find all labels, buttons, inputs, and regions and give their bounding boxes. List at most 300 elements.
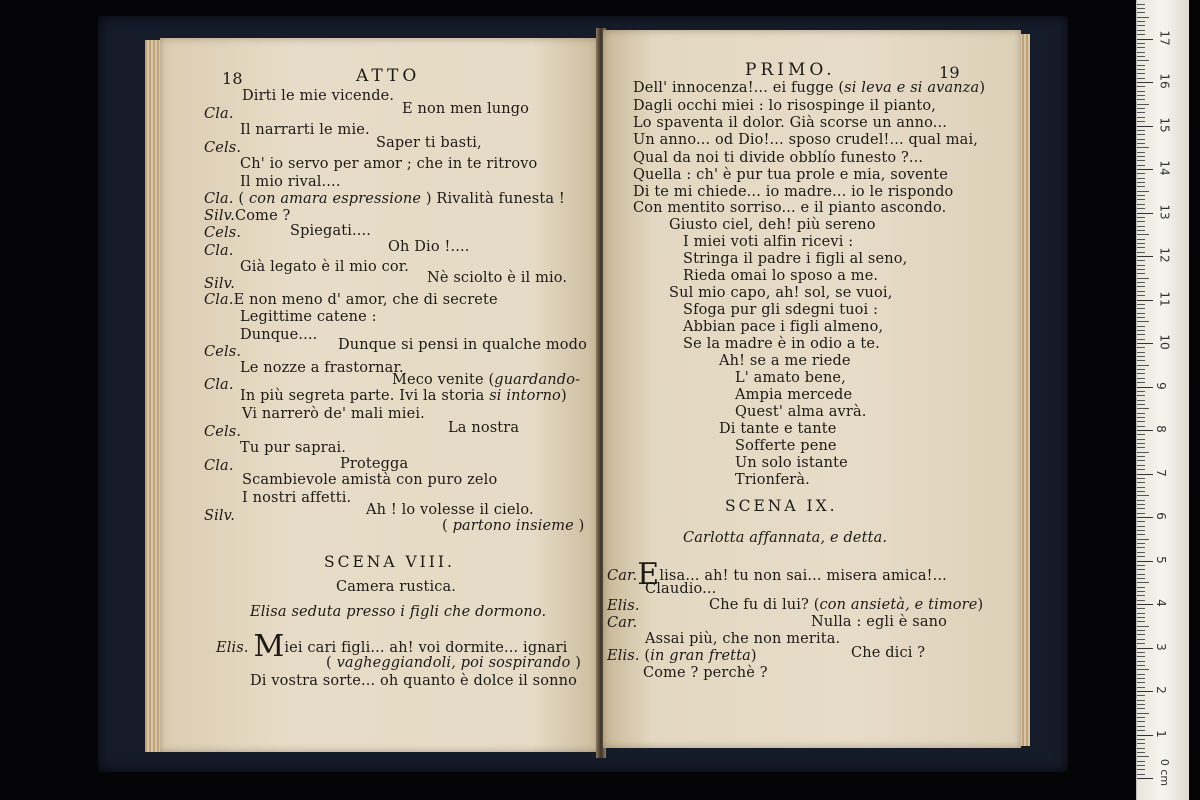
ruler-tick <box>1137 639 1145 640</box>
verse-line: Tu pur saprai. <box>240 440 347 456</box>
verse-line: ( vagheggiandoli, poi sospirando ) <box>326 655 582 671</box>
ruler-tick <box>1137 739 1145 740</box>
ruler-tick <box>1137 65 1145 66</box>
ruler-tick <box>1137 587 1145 588</box>
ruler-tick <box>1137 434 1145 435</box>
text-run: In più segreta parte. Ivi la storia <box>240 388 485 404</box>
ruler-tick <box>1137 521 1145 522</box>
ruler-tick <box>1137 365 1149 366</box>
ruler-tick <box>1137 217 1145 218</box>
ruler-tick <box>1137 286 1145 287</box>
ruler-tick <box>1137 460 1145 461</box>
ruler-tick <box>1137 43 1145 44</box>
verse-line: Già legato è il mio cor. <box>240 259 409 275</box>
ruler-tick <box>1137 69 1145 70</box>
ruler-tick <box>1137 400 1145 401</box>
verse-line: Se la madre è in odio a te. <box>683 336 880 352</box>
ruler-tick <box>1137 539 1149 540</box>
ruler-tick <box>1137 408 1149 409</box>
ruler-tick <box>1137 52 1145 53</box>
ruler-number: 5 <box>1153 555 1168 564</box>
ruler-tick <box>1137 478 1145 479</box>
ruler-tick <box>1137 195 1145 196</box>
stage-direction: con amara espressione <box>248 191 422 207</box>
ruler-tick <box>1137 452 1149 453</box>
ruler-tick <box>1137 621 1145 622</box>
ruler-tick <box>1137 139 1145 140</box>
ruler-tick <box>1137 91 1145 92</box>
text-run: Meco venite ( <box>392 372 495 388</box>
ruler-tick <box>1137 634 1145 635</box>
ruler-tick <box>1137 295 1145 296</box>
ruler-number: 12 <box>1157 247 1172 263</box>
text-run: ) Rivalità funesta ! <box>421 191 565 207</box>
ruler-tick <box>1137 213 1153 214</box>
running-head: ATTO <box>356 66 421 86</box>
ruler-tick <box>1137 713 1149 714</box>
ruler-tick <box>1137 500 1145 501</box>
ruler-tick <box>1137 643 1145 644</box>
ruler-tick <box>1137 721 1145 722</box>
verse-line: L' amato bene, <box>735 370 846 386</box>
verse-line: Dunque.... <box>240 327 318 343</box>
ruler-tick <box>1137 191 1149 192</box>
ruler-tick <box>1137 313 1145 314</box>
ruler-tick <box>1137 748 1145 749</box>
ruler-tick <box>1137 373 1145 374</box>
ruler-tick <box>1137 735 1153 736</box>
speaker: Cels. <box>204 140 242 156</box>
ruler-tick <box>1137 591 1145 592</box>
verse-line: Dell' innocenza!... ei fugge (si leva e si avanza) <box>633 80 986 96</box>
ruler-tick <box>1137 247 1145 248</box>
ruler-tick <box>1137 482 1145 483</box>
verse-line <box>204 292 498 309</box>
ruler-tick <box>1137 4 1145 5</box>
text-run: iei cari figli... ah! voi dormite... ignari <box>284 640 568 656</box>
ruler-tick <box>1137 430 1153 431</box>
ruler-tick <box>1137 504 1145 505</box>
ruler-tick <box>1137 656 1145 657</box>
ruler-number: 4 <box>1153 599 1168 607</box>
ruler-tick <box>1137 578 1145 579</box>
ruler-tick <box>1137 239 1145 240</box>
ruler-tick <box>1137 130 1145 131</box>
ruler-tick <box>1137 413 1145 414</box>
verse-line: Come ? perchè ? <box>643 665 768 681</box>
verse-line: Stringa il padre i figli al seno, <box>683 251 908 267</box>
verse-line: Un anno... od Dio!... sposo crudel!... qual mai, <box>633 132 979 148</box>
speaker: Cla. <box>204 458 234 474</box>
scene-title: SCENA VIII. <box>324 553 455 571</box>
verse-line: Legittime catene : <box>240 309 377 325</box>
ruler-tick <box>1137 756 1149 757</box>
ruler-tick <box>1137 112 1145 113</box>
ruler-number: 11 <box>1157 290 1172 307</box>
ruler-tick <box>1137 230 1145 231</box>
verse-line: Ch' io servo per amor ; che in te ritrovo <box>240 156 538 172</box>
ruler-tick <box>1137 648 1153 649</box>
ruler-tick <box>1137 487 1145 488</box>
verse-line: Ah! se a me riede <box>719 353 851 369</box>
verse-line: I nostri affetti. <box>242 490 352 506</box>
ruler-tick <box>1137 60 1149 61</box>
ruler-tick <box>1137 269 1145 270</box>
verse-line: La nostra <box>448 420 520 436</box>
speaker: Cels. <box>204 225 242 241</box>
text-run: Che fu di lui? ( <box>709 597 820 613</box>
verse-line: Giusto ciel, deh! più sereno <box>669 217 876 233</box>
ruler-tick <box>1137 152 1145 153</box>
ruler-tick <box>1137 126 1153 127</box>
speaker: Silv. <box>204 208 236 224</box>
speaker: Silv. <box>204 508 236 524</box>
ruler-tick <box>1137 243 1145 244</box>
text-run: Dell' innocenza!... ei fugge ( <box>633 80 845 96</box>
text-run: E non meno d' amor, che di secrete <box>233 292 498 308</box>
verse-line: Oh Dio !.... <box>388 239 470 255</box>
ruler-tick <box>1137 160 1145 161</box>
drop-cap: E <box>637 557 660 592</box>
ruler-tick <box>1137 765 1145 766</box>
stage-direction: Elisa seduta presso i figli che dormono. <box>250 604 547 620</box>
ruler-tick <box>1137 256 1153 257</box>
ruler-tick <box>1137 317 1145 318</box>
ruler-tick <box>1137 439 1145 440</box>
ruler-tick <box>1137 456 1145 457</box>
ruler-tick <box>1137 78 1145 79</box>
ruler-tick <box>1137 265 1145 266</box>
ruler-tick <box>1137 134 1145 135</box>
page-number: 18 <box>222 69 243 88</box>
speaker: Cels. <box>204 344 242 360</box>
verse-line: Sfoga pur gli sdegni tuoi : <box>683 302 879 318</box>
ruler-tick <box>1137 669 1149 670</box>
ruler-tick <box>1137 652 1145 653</box>
ruler-tick <box>1137 695 1145 696</box>
ruler-tick <box>1137 186 1145 187</box>
ruler-tick <box>1137 595 1145 596</box>
verse-line: Dirti le mie vicende. <box>242 88 395 104</box>
ruler-tick <box>1137 687 1145 688</box>
running-head: PRIMO. <box>745 60 836 80</box>
ruler-tick <box>1137 582 1149 583</box>
verse-line <box>204 191 565 208</box>
ruler-tick <box>1137 613 1145 614</box>
ruler-tick <box>1137 561 1153 562</box>
ruler-number: 9 <box>1153 381 1168 390</box>
speaker: Cels. <box>204 424 242 440</box>
ruler-tick <box>1137 661 1145 662</box>
speaker: Elis. <box>216 640 249 656</box>
ruler-tick <box>1137 343 1153 344</box>
ruler-number: 17 <box>1157 29 1172 46</box>
verse-line: Lo spaventa il dolor. Già scorse un anno... <box>633 115 948 131</box>
stage-direction: si leva e si avanza <box>844 80 980 96</box>
speaker: Cla. <box>204 377 234 393</box>
ruler-tick <box>1137 234 1149 235</box>
verse-line: Le nozze a frastornar. <box>240 360 404 376</box>
ruler-tick <box>1137 108 1145 109</box>
verse-line: Protegga <box>340 456 409 472</box>
ruler-number: 8 <box>1153 425 1168 433</box>
verse-line: Dunque si pensi in qualche modo <box>338 337 587 353</box>
verse-line: Ampia mercede <box>735 387 853 403</box>
ruler-tick <box>1137 761 1145 762</box>
verse-line: Un solo istante <box>735 455 848 471</box>
ruler-tick <box>1137 17 1149 18</box>
ruler-tick <box>1137 30 1145 31</box>
ruler-tick <box>1137 360 1145 361</box>
page-number: 19 <box>939 63 960 82</box>
verse-line: Assai più, che non merita. <box>645 631 841 647</box>
verse-line: Trionferà. <box>735 472 810 488</box>
verse-line: Ah ! lo volesse il cielo. <box>366 502 534 518</box>
verse-line <box>392 372 580 389</box>
ruler-tick <box>1137 147 1149 148</box>
ruler-tick <box>1137 726 1145 727</box>
stage-direction: Carlotta affannata, e detta. <box>683 530 888 546</box>
ruler-tick <box>1137 204 1145 205</box>
ruler-tick <box>1137 474 1153 475</box>
ruler-tick <box>1137 526 1145 527</box>
ruler-tick <box>1137 117 1145 118</box>
ruler-tick <box>1137 674 1145 675</box>
ruler-tick <box>1137 278 1149 279</box>
scene-setting: Camera rustica. <box>336 579 457 595</box>
speaker: Elis. <box>607 648 640 664</box>
ruler-tick <box>1137 469 1145 470</box>
ruler-tick <box>1137 182 1145 183</box>
ruler-tick <box>1137 39 1153 40</box>
drop-cap: M <box>253 629 285 664</box>
ruler-tick <box>1137 156 1145 157</box>
verse-line: Di vostra sorte... oh quanto è dolce il sonno <box>250 673 578 689</box>
verse-line: I miei voti alfin ricevi : <box>683 234 854 250</box>
ruler-tick <box>1137 282 1145 283</box>
ruler-number: 16 <box>1157 73 1172 89</box>
ruler-tick <box>1137 391 1145 392</box>
verse-line: ( partono insieme ) <box>442 518 585 534</box>
ruler-tick <box>1137 387 1153 388</box>
ruler-number: 1 <box>1153 729 1168 738</box>
ruler-tick <box>1137 508 1145 509</box>
ruler-tick <box>1137 169 1153 170</box>
ruler-tick <box>1137 769 1145 770</box>
ruler-tick <box>1137 356 1145 357</box>
ruler-number: 13 <box>1157 203 1172 220</box>
ruler-tick <box>1137 495 1149 496</box>
ruler-tick <box>1137 382 1145 383</box>
ruler-tick <box>1137 556 1145 557</box>
ruler-tick <box>1137 552 1145 553</box>
stage-direction: partono insieme <box>452 518 574 534</box>
verse-line: Spiegati.... <box>290 223 372 239</box>
ruler-tick <box>1137 369 1145 370</box>
ruler-number: 6 <box>1153 512 1168 520</box>
speaker: Cla. <box>204 243 234 259</box>
ruler-number: 7 <box>1153 468 1168 477</box>
ruler-tick <box>1137 25 1145 26</box>
speaker: Car. <box>607 568 638 584</box>
ruler-tick <box>1137 513 1145 514</box>
ruler-tick <box>1137 21 1145 22</box>
ruler-tick <box>1137 165 1145 166</box>
ruler-number: 2 <box>1153 686 1168 694</box>
verse-line: Dagli occhi miei : lo risospinge il pianto, <box>633 98 936 114</box>
ruler-tick <box>1137 8 1145 9</box>
ruler-tick <box>1137 574 1145 575</box>
ruler-tick <box>1137 143 1145 144</box>
ruler-tick <box>1137 604 1153 605</box>
ruler-tick <box>1137 443 1145 444</box>
ruler-tick <box>1137 95 1145 96</box>
ruler-tick <box>1137 252 1145 253</box>
ruler-tick <box>1137 704 1145 705</box>
ruler-tick <box>1137 626 1149 627</box>
stage-direction: in gran fretta <box>650 648 751 664</box>
ruler-tick <box>1137 226 1145 227</box>
ruler-tick <box>1137 730 1145 731</box>
ruler-tick <box>1137 86 1145 87</box>
ruler-tick <box>1137 752 1145 753</box>
verse-line: Sul mio capo, ah! sol, se vuoi, <box>669 285 893 301</box>
ruler-tick <box>1137 426 1145 427</box>
verse-line: In più segreta parte. Ivi la storia si intorno) <box>240 388 567 404</box>
verse-line: Sofferte pene <box>735 438 837 454</box>
ruler-tick <box>1137 395 1145 396</box>
ruler-tick <box>1137 304 1145 305</box>
ruler-tick <box>1137 608 1145 609</box>
ruler-tick <box>1137 691 1153 692</box>
verse-line: Nè sciolto è il mio. <box>427 270 568 286</box>
ruler-tick <box>1137 326 1145 327</box>
ruler-tick <box>1137 173 1145 174</box>
ruler-tick <box>1137 600 1145 601</box>
ruler-tick <box>1137 334 1145 335</box>
ruler-tick <box>1137 99 1145 100</box>
ruler-number: 15 <box>1157 116 1172 133</box>
ruler-tick <box>1137 308 1145 309</box>
ruler-tick <box>1137 743 1145 744</box>
ruler-tick <box>1137 717 1145 718</box>
ruler-tick <box>1137 82 1153 83</box>
verse-line: Che fu di lui? (con ansietà, e timore) <box>709 597 984 613</box>
ruler-tick <box>1137 517 1153 518</box>
verse-line: Quella : ch' è pur tua prole e mia, sovente <box>633 167 949 183</box>
ruler-tick <box>1137 774 1145 775</box>
ruler-tick <box>1137 778 1153 779</box>
ruler-tick <box>1137 104 1149 105</box>
ruler-tick <box>1137 347 1145 348</box>
ruler-number: 10 <box>1157 334 1172 350</box>
ruler-number: 14 <box>1157 160 1172 176</box>
scene-title: SCENA IX. <box>725 497 838 515</box>
speaker: Elis. <box>607 598 640 614</box>
ruler-tick <box>1137 199 1145 200</box>
verse-line: Abbian pace i figli almeno, <box>683 319 884 335</box>
verse-line: Elis. (in gran fretta) <box>607 648 757 664</box>
ruler-tick <box>1137 73 1145 74</box>
measuring-ruler <box>1136 0 1189 800</box>
text-run: ( <box>238 191 249 207</box>
verse-line: Vi narrerò de' mali miei. <box>242 406 425 422</box>
verse-line: Che dici ? <box>851 645 926 661</box>
ruler-tick <box>1137 565 1145 566</box>
ruler-tick <box>1137 291 1145 292</box>
stage-direction: con ansietà, e timore <box>819 597 978 613</box>
ruler-tick <box>1137 178 1145 179</box>
verse-line: Qual da noi ti divide obblío funesto ?... <box>633 150 924 166</box>
speaker: Cla. <box>204 191 234 207</box>
ruler-tick <box>1137 465 1145 466</box>
ruler-tick <box>1137 569 1145 570</box>
verse-line: Di te mi chiede... io madre... io le rispondo <box>633 184 954 200</box>
verse-line: Saper ti basti, <box>376 135 482 151</box>
speaker: Car. <box>607 615 638 631</box>
ruler-tick <box>1137 121 1145 122</box>
ruler-number: 3 <box>1153 642 1168 651</box>
verse-line: E non men lungo <box>402 101 530 117</box>
text-run: Come ? <box>235 208 291 224</box>
stage-direction: guardando- <box>494 372 581 388</box>
verse-line: Il mio rival.... <box>240 174 341 190</box>
verse-line: Rieda omai lo sposo a me. <box>683 268 879 284</box>
speaker: Silv. <box>204 276 236 292</box>
text-run: lisa... ah! tu non sai... misera amica!... <box>659 568 947 584</box>
ruler-tick <box>1137 665 1145 666</box>
ruler-tick <box>1137 700 1145 701</box>
ruler-tick <box>1137 534 1145 535</box>
ruler-tick <box>1137 447 1145 448</box>
ruler-tick <box>1137 543 1145 544</box>
ruler-tick <box>1137 404 1145 405</box>
ruler-tick <box>1137 34 1145 35</box>
ruler-tick <box>1137 617 1145 618</box>
ruler-tick <box>1137 208 1145 209</box>
verse-line: Nulla : egli è sano <box>811 614 947 630</box>
stage-direction: vagheggiandoli, poi sospirando <box>336 655 571 671</box>
speaker: Cla. <box>204 106 234 122</box>
ruler-tick <box>1137 708 1145 709</box>
ruler-tick <box>1137 321 1149 322</box>
ruler-tick <box>1137 12 1145 13</box>
left-page <box>160 38 598 752</box>
verse-line <box>204 208 291 225</box>
ruler-tick <box>1137 352 1145 353</box>
ruler-tick <box>1137 378 1145 379</box>
ruler-tick <box>1137 221 1145 222</box>
ruler-tick <box>1137 630 1145 631</box>
verse-line: Con mentito sorriso... e il pianto ascondo. <box>633 200 947 216</box>
stage-direction: si intorno <box>489 388 561 404</box>
ruler-tick <box>1137 300 1153 301</box>
ruler-tick <box>1137 339 1145 340</box>
verse-line: Scambievole amistà con puro zelo <box>242 472 498 488</box>
ruler-tick <box>1137 530 1145 531</box>
verse-line: Quest' alma avrà. <box>735 404 867 420</box>
verse-line: Il narrarti le mie. <box>240 122 370 138</box>
speaker: Cla. <box>204 292 234 308</box>
ruler-tick <box>1137 678 1145 679</box>
ruler-tick <box>1137 547 1145 548</box>
right-page <box>603 30 1021 748</box>
ruler-tick <box>1137 421 1145 422</box>
verse-line: Claudio... <box>645 581 717 597</box>
verse-line: Di tante e tante <box>719 421 837 437</box>
ruler-tick <box>1137 273 1145 274</box>
ruler-tick <box>1137 47 1145 48</box>
